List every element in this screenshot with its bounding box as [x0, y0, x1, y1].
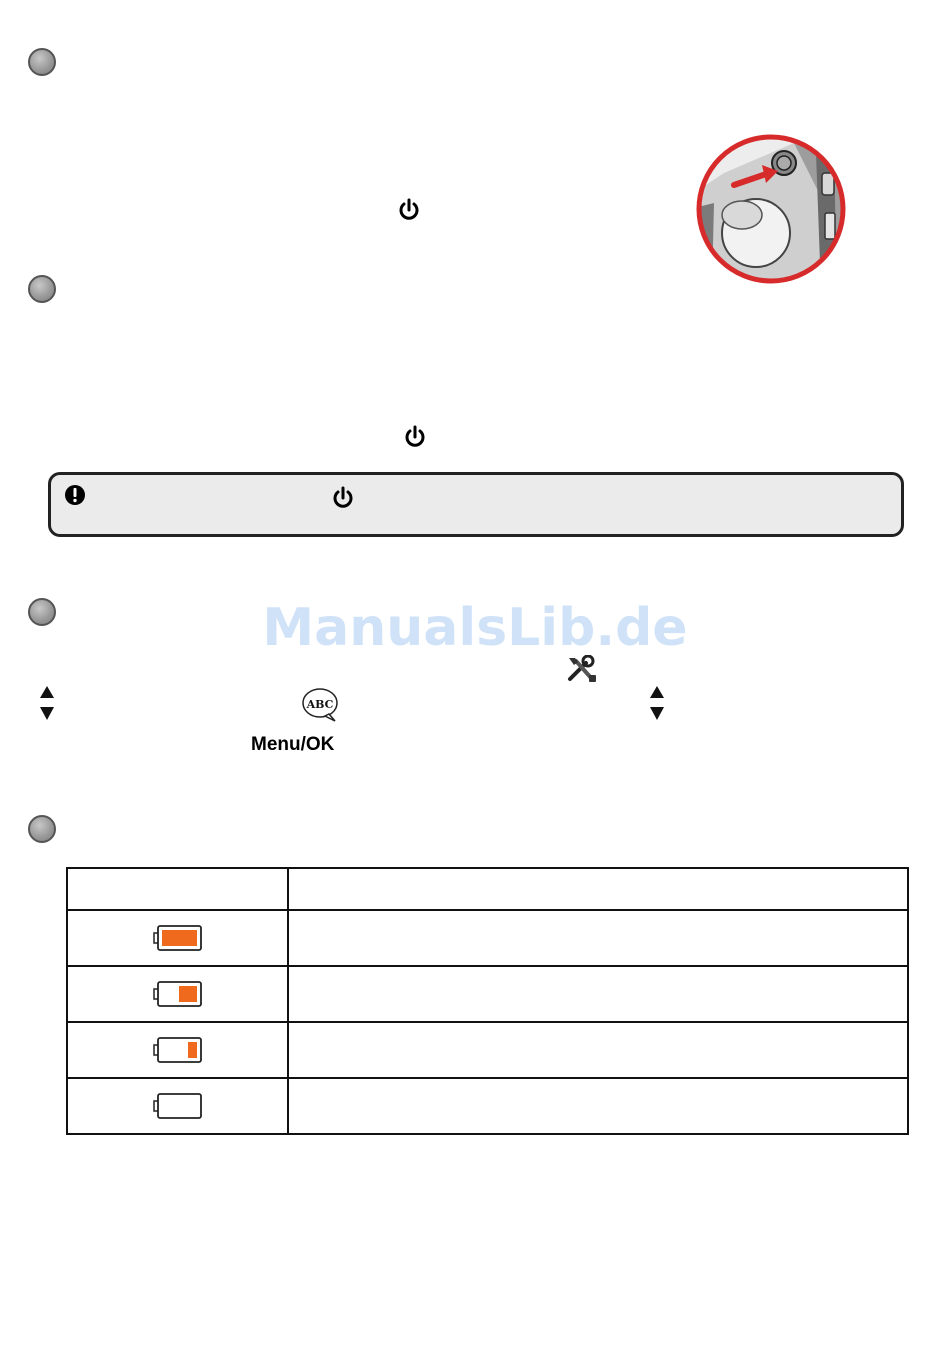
power-icon	[404, 425, 426, 449]
power-icon	[332, 486, 354, 510]
section-bullet-2	[28, 275, 56, 303]
note-box	[48, 472, 904, 537]
battery-icon	[153, 924, 203, 952]
table-header-cell	[67, 868, 288, 910]
menu-ok-button-label: Menu/OK	[251, 734, 335, 755]
svg-text:ABC: ABC	[306, 698, 334, 711]
table-row	[67, 1022, 908, 1078]
table-cell	[288, 966, 908, 1022]
settings-tools-icon	[566, 655, 598, 685]
battery-full-icon	[67, 910, 288, 966]
battery-icon	[153, 980, 203, 1008]
power-icon	[398, 198, 420, 222]
up-down-arrows-icon[interactable]	[648, 685, 666, 721]
battery-low-icon	[67, 1022, 288, 1078]
table-row	[67, 910, 908, 966]
exclamation-icon	[64, 484, 86, 506]
table-cell	[288, 910, 908, 966]
battery-half-icon	[67, 966, 288, 1022]
table-header-cell	[288, 868, 908, 910]
battery-icon	[153, 1092, 203, 1120]
table-header-row	[67, 868, 908, 910]
table-row	[67, 966, 908, 1022]
power-button-callout-illustration	[694, 133, 849, 286]
battery-icon	[153, 1036, 203, 1064]
section-bullet-1	[28, 48, 56, 76]
table-row	[67, 1078, 908, 1134]
table-cell	[288, 1022, 908, 1078]
watermark-text: ManualsLib.de	[262, 598, 688, 658]
section-bullet-4	[28, 815, 56, 843]
battery-empty-icon	[67, 1078, 288, 1134]
abc-speech-bubble-icon	[301, 687, 341, 723]
up-down-arrows-icon[interactable]	[38, 685, 56, 721]
table-cell	[288, 1078, 908, 1134]
battery-level-table	[66, 867, 909, 1135]
